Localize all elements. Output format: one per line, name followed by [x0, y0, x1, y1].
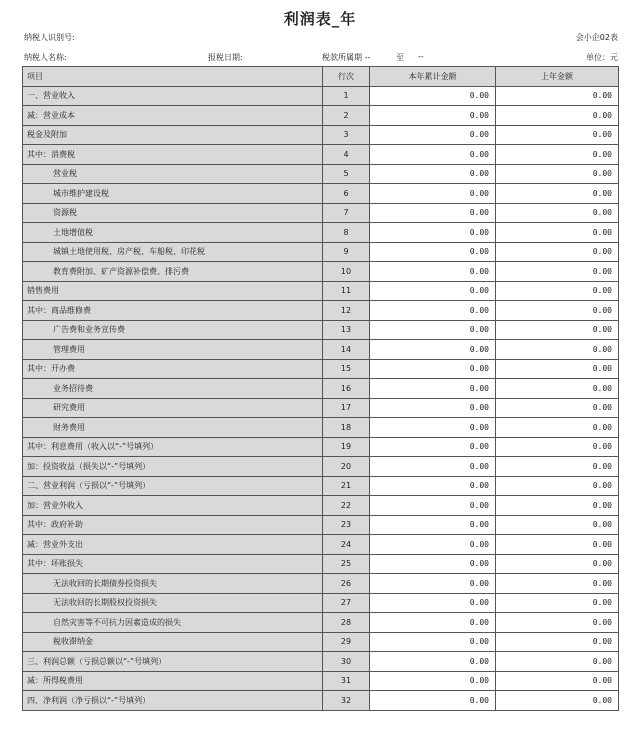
current-year-amount: 0.00 [370, 632, 496, 652]
table-row [23, 613, 619, 633]
current-year-amount: 0.00 [370, 203, 496, 223]
table-row [23, 145, 619, 165]
current-year-amount: 0.00 [370, 262, 496, 282]
current-year-amount: 0.00 [370, 184, 496, 204]
row-line-number: 11 [323, 281, 370, 301]
row-item-label: 减：营业成本 [23, 106, 323, 126]
row-line-number: 32 [323, 691, 370, 711]
prior-year-amount: 0.00 [496, 203, 619, 223]
current-year-amount: 0.00 [370, 574, 496, 594]
column-header-line-no: 行次 [323, 67, 370, 87]
prior-year-amount: 0.00 [496, 359, 619, 379]
row-line-number: 23 [323, 515, 370, 535]
row-line-number: 12 [323, 301, 370, 321]
row-line-number: 21 [323, 476, 370, 496]
prior-year-amount: 0.00 [496, 418, 619, 438]
column-header-item: 项目 [23, 67, 323, 87]
row-line-number: 18 [323, 418, 370, 438]
prior-year-amount: 0.00 [496, 457, 619, 477]
row-item-label: 城市维护建设税 [23, 184, 323, 204]
table-row [23, 496, 619, 516]
current-year-amount: 0.00 [370, 515, 496, 535]
table-row [23, 476, 619, 496]
current-year-amount: 0.00 [370, 691, 496, 711]
row-item-label: 其中：利息费用（收入以“-”号填列） [23, 437, 323, 457]
table-row [23, 242, 619, 262]
header-info-row [24, 52, 618, 64]
current-year-amount: 0.00 [370, 301, 496, 321]
current-year-amount: 0.00 [370, 281, 496, 301]
prior-year-amount: 0.00 [496, 301, 619, 321]
row-item-label: 业务招待费 [23, 379, 323, 399]
table-row [23, 164, 619, 184]
row-line-number: 9 [323, 242, 370, 262]
row-item-label: 其中：坏账损失 [23, 554, 323, 574]
prior-year-amount: 0.00 [496, 398, 619, 418]
row-item-label: 财务费用 [23, 418, 323, 438]
row-item-label: 三、利润总额（亏损总额以“-”号填列） [23, 652, 323, 672]
current-year-amount: 0.00 [370, 359, 496, 379]
table-row [23, 554, 619, 574]
table-row [23, 223, 619, 243]
row-line-number: 20 [323, 457, 370, 477]
row-item-label: 教育费附加、矿产资源补偿费、排污费 [23, 262, 323, 282]
row-line-number: 2 [323, 106, 370, 126]
prior-year-amount: 0.00 [496, 652, 619, 672]
row-line-number: 31 [323, 671, 370, 691]
row-item-label: 城镇土地使用税、房产税、车船税、印花税 [23, 242, 323, 262]
row-line-number: 22 [323, 496, 370, 516]
prior-year-amount: 0.00 [496, 593, 619, 613]
row-item-label: 自然灾害等不可抗力因素造成的损失 [23, 613, 323, 633]
table-row [23, 281, 619, 301]
row-line-number: 17 [323, 398, 370, 418]
current-year-amount: 0.00 [370, 418, 496, 438]
prior-year-amount: 0.00 [496, 223, 619, 243]
profit-table [22, 66, 619, 711]
column-header-prior-year: 上年金额 [496, 67, 619, 87]
table-row [23, 359, 619, 379]
row-item-label: 减：营业外支出 [23, 535, 323, 555]
row-item-label: 税收滞纳金 [23, 632, 323, 652]
table-row [23, 125, 619, 145]
prior-year-amount: 0.00 [496, 613, 619, 633]
form-code: 会小企02表 [575, 33, 618, 42]
column-header-current-year: 本年累计金额 [370, 67, 496, 87]
row-item-label: 营业税 [23, 164, 323, 184]
current-year-amount: 0.00 [370, 671, 496, 691]
prior-year-amount: 0.00 [496, 691, 619, 711]
page-title: 利润表_年 [283, 10, 357, 28]
row-item-label: 其中：政府补助 [23, 515, 323, 535]
tax-period-end: -- [418, 52, 424, 61]
row-item-label: 土地增值税 [23, 223, 323, 243]
row-item-label: 加：投资收益（损失以“-”号填列） [23, 457, 323, 477]
row-line-number: 10 [323, 262, 370, 282]
row-item-label: 二、营业利润（亏损以“-”号填列） [23, 476, 323, 496]
row-line-number: 30 [323, 652, 370, 672]
table-row [23, 86, 619, 106]
table-row [23, 418, 619, 438]
prior-year-amount: 0.00 [496, 379, 619, 399]
row-line-number: 8 [323, 223, 370, 243]
row-line-number: 26 [323, 574, 370, 594]
row-line-number: 13 [323, 320, 370, 340]
taxpayer-name-label: 纳税人名称: [24, 53, 67, 62]
row-item-label: 销售费用 [23, 281, 323, 301]
current-year-amount: 0.00 [370, 613, 496, 633]
row-item-label: 一、营业收入 [23, 86, 323, 106]
current-year-amount: 0.00 [370, 340, 496, 360]
current-year-amount: 0.00 [370, 554, 496, 574]
prior-year-amount: 0.00 [496, 437, 619, 457]
table-row [23, 203, 619, 223]
current-year-amount: 0.00 [370, 145, 496, 165]
row-line-number: 14 [323, 340, 370, 360]
prior-year-amount: 0.00 [496, 106, 619, 126]
table-row [23, 301, 619, 321]
current-year-amount: 0.00 [370, 457, 496, 477]
row-item-label: 其中：消费税 [23, 145, 323, 165]
table-row [23, 106, 619, 126]
row-line-number: 5 [323, 164, 370, 184]
current-year-amount: 0.00 [370, 164, 496, 184]
table-row [23, 535, 619, 555]
table-row [23, 437, 619, 457]
prior-year-amount: 0.00 [496, 515, 619, 535]
table-row [23, 262, 619, 282]
prior-year-amount: 0.00 [496, 574, 619, 594]
prior-year-amount: 0.00 [496, 671, 619, 691]
prior-year-amount: 0.00 [496, 86, 619, 106]
current-year-amount: 0.00 [370, 496, 496, 516]
row-line-number: 28 [323, 613, 370, 633]
current-year-amount: 0.00 [370, 652, 496, 672]
row-line-number: 27 [323, 593, 370, 613]
prior-year-amount: 0.00 [496, 632, 619, 652]
row-line-number: 16 [323, 379, 370, 399]
table-row [23, 515, 619, 535]
prior-year-amount: 0.00 [496, 320, 619, 340]
row-item-label: 无法收回的长期股权投资损失 [23, 593, 323, 613]
row-line-number: 7 [323, 203, 370, 223]
row-item-label: 研究费用 [23, 398, 323, 418]
prior-year-amount: 0.00 [496, 340, 619, 360]
prior-year-amount: 0.00 [496, 496, 619, 516]
row-line-number: 6 [323, 184, 370, 204]
filing-date-label: 报税日期: [208, 53, 243, 62]
row-line-number: 19 [323, 437, 370, 457]
table-body [23, 86, 619, 710]
row-item-label: 减：所得税费用 [23, 671, 323, 691]
current-year-amount: 0.00 [370, 223, 496, 243]
prior-year-amount: 0.00 [496, 125, 619, 145]
current-year-amount: 0.00 [370, 106, 496, 126]
row-item-label: 其中：开办费 [23, 359, 323, 379]
tax-period-label: 税款所属期 -- [322, 53, 371, 62]
row-line-number: 25 [323, 554, 370, 574]
row-item-label: 税金及附加 [23, 125, 323, 145]
prior-year-amount: 0.00 [496, 184, 619, 204]
row-line-number: 29 [323, 632, 370, 652]
table-row [23, 593, 619, 613]
row-item-label: 管理费用 [23, 340, 323, 360]
table-header-row [23, 67, 619, 87]
table-row [23, 340, 619, 360]
row-item-label: 无法收回的长期债券投资损失 [23, 574, 323, 594]
current-year-amount: 0.00 [370, 242, 496, 262]
table-row [23, 691, 619, 711]
table-row [23, 398, 619, 418]
row-line-number: 15 [323, 359, 370, 379]
prior-year-amount: 0.00 [496, 554, 619, 574]
table-row [23, 184, 619, 204]
row-line-number: 24 [323, 535, 370, 555]
prior-year-amount: 0.00 [496, 476, 619, 496]
prior-year-amount: 0.00 [496, 164, 619, 184]
table-row [23, 457, 619, 477]
current-year-amount: 0.00 [370, 398, 496, 418]
table-row [23, 632, 619, 652]
table-row [23, 652, 619, 672]
row-item-label: 加：营业外收入 [23, 496, 323, 516]
prior-year-amount: 0.00 [496, 242, 619, 262]
table-row [23, 379, 619, 399]
prior-year-amount: 0.00 [496, 535, 619, 555]
current-year-amount: 0.00 [370, 535, 496, 555]
prior-year-amount: 0.00 [496, 281, 619, 301]
row-item-label: 其中：商品维修费 [23, 301, 323, 321]
row-line-number: 3 [323, 125, 370, 145]
row-item-label: 广告费和业务宣传费 [23, 320, 323, 340]
current-year-amount: 0.00 [370, 379, 496, 399]
unit-label: 单位：元 [586, 53, 618, 62]
current-year-amount: 0.00 [370, 320, 496, 340]
taxpayer-id-label: 纳税人识别号: [24, 33, 75, 42]
row-line-number: 4 [323, 145, 370, 165]
current-year-amount: 0.00 [370, 437, 496, 457]
table-row [23, 320, 619, 340]
current-year-amount: 0.00 [370, 593, 496, 613]
prior-year-amount: 0.00 [496, 145, 619, 165]
current-year-amount: 0.00 [370, 125, 496, 145]
table-row [23, 574, 619, 594]
row-item-label: 四、净利润（净亏损以“-”号填列） [23, 691, 323, 711]
table-row [23, 671, 619, 691]
row-line-number: 1 [323, 86, 370, 106]
current-year-amount: 0.00 [370, 86, 496, 106]
current-year-amount: 0.00 [370, 476, 496, 496]
tax-period-to: 至 [396, 53, 404, 62]
row-item-label: 资源税 [23, 203, 323, 223]
prior-year-amount: 0.00 [496, 262, 619, 282]
